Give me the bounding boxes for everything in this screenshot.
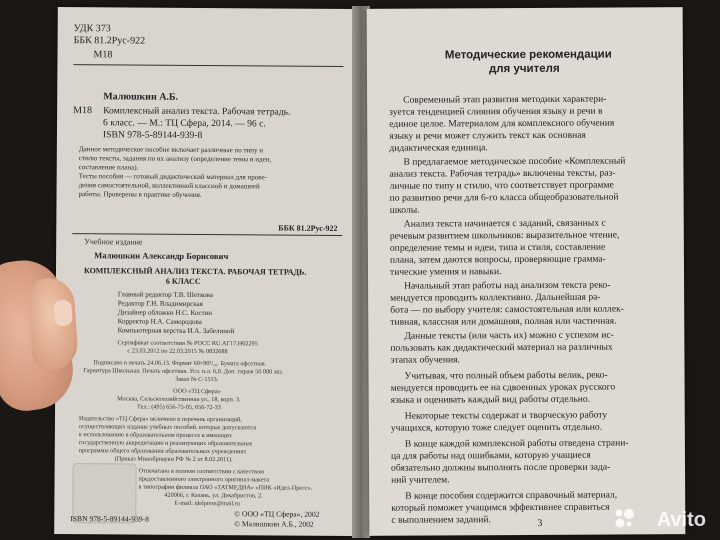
- staff-line: Главный редактор Т.В. Шеткова: [117, 290, 214, 300]
- printer-line: в типографии филиала ОАО «ТАТМЕДИА» «ПИК «Идел-Пресс».: [138, 483, 313, 492]
- printer-line: E-mail: idelpress@mail.ru: [174, 499, 240, 508]
- staff-line: Дизайнер обложки Н.С. Костин: [117, 308, 213, 318]
- annotation-line: составление плана).: [78, 163, 139, 172]
- annotation-line: стилю тексты, задания по их анализу (определение темы и идеи,: [78, 154, 272, 164]
- paragraph: В предлагаемое методическое пособие «Комплексный анализ текста. Рабочая тетрадь» включены тексты, раз- личные по типу и стилю, что соответствует программе по развитию речи для 6-го класса общеобразовательной школы.: [389, 155, 626, 216]
- notice-line: (Приказ Минобрнауки РФ № 2 от 8.02.2011).: [114, 455, 233, 464]
- book-desc-1: Комплексный анализ текста. Рабочая тетрадь.: [103, 105, 291, 118]
- copyright-author: © Малюшкин А.Б., 2002: [234, 519, 314, 529]
- page-number: 3: [537, 517, 543, 529]
- notice-line: осуществляющих издание учебных пособий, которые допускаются: [78, 423, 257, 432]
- print-info-line: Подписано в печать 24.06.13. Формат 60×90¹/₁₆. Бумага офсетная.: [93, 359, 267, 368]
- notice-line: к использованию в образовательном процессе в имеющих: [78, 431, 233, 440]
- edition-type: Учебное издание: [84, 237, 143, 247]
- author-mark-2: М18: [73, 105, 93, 117]
- author-full: Малюшкин Александр Борисович: [94, 250, 229, 262]
- paragraph: Современный этап развития методики характери- зуется тенденцией слияния обучения языку и речи в единое целое. Материалом для комплексного обучения языку и речи может служить текст как основная дидактическая единица.: [389, 93, 615, 154]
- address-line: Тел.: (495) 656-75-05, 656-72-33: [137, 403, 221, 412]
- notice-line: программы общего образования образовательных учреждениях: [78, 447, 247, 456]
- udk-code: УДК 373: [73, 23, 111, 35]
- annotation-line: работы. Проверены в практике обучения.: [78, 190, 202, 199]
- grade: 6 КЛАСС: [165, 276, 201, 286]
- paragraph: Начальный этап работы над анализом текста реко- мендуется проводить коллективно. Дальнейшая ра- бота — по выбору учителя: самостоятельная или коллек- тивная, классная или домашняя, полная или частичная.: [390, 279, 624, 328]
- notice-line: Издательство «ТЦ Сфера» включено в перечень организаций,: [78, 415, 242, 424]
- printer-line: Отпечатано в полном соответствии с качеством: [138, 467, 264, 476]
- copyright-publisher: © ООО «ТЦ Сфера», 2002: [234, 509, 320, 519]
- address-line: Москва, Сельскохозяйственная ул., 18, корп. 3.: [117, 395, 241, 404]
- left-page: [54, 7, 356, 536]
- print-info-line: Заказ № С-1513.: [175, 375, 219, 384]
- section-subtitle: для учителя: [488, 62, 560, 76]
- cert-line: с 23.03.2012 по 22.03.2015 № 0832688: [127, 347, 228, 356]
- divider: [73, 64, 343, 67]
- paragraph: В конце пособия содержится справочный материал, который поможет учащимся эффективнее справиться с выполнением заданий.: [391, 489, 618, 526]
- annotation-line: дения самостоятельной, коллективной классной и домашней: [78, 181, 260, 191]
- paragraph: Некоторые тексты содержат и творческую работу учащихся, которую тоже следует оценить отдельно.: [390, 409, 608, 434]
- staff-line: Редактор Г.Н. Владимирская: [117, 299, 203, 308]
- paragraph: Учитывая, что полный объем работы велик, реко- мендуется проводить ее на сдвоенных уроках русского языка и оценивать каждый вид работы отдельно.: [390, 369, 616, 406]
- avito-logo-icon: [612, 506, 636, 530]
- staff-line: Компьютерная верстка И.А. Забелиной: [117, 326, 235, 336]
- address-line: ООО «ТЦ Сфера»: [173, 387, 221, 396]
- notice-line: государственную аккредитацию и реализующих образовательные: [78, 439, 253, 448]
- author-mark: М18: [93, 49, 113, 61]
- isbn-top: ISBN 978-5-89144-939-8: [102, 129, 203, 141]
- print-info-line: Гарнитура Школьная. Печать офсетная. Усл. п.л. 6,0. Доп. тираж 50 000 экз.: [83, 367, 284, 376]
- isbn-bottom: ISBN 978-5-89144-939-8: [70, 514, 149, 524]
- printer-line: предоставленного электронного оригинал-макета: [138, 475, 270, 484]
- book-desc-2: 6 класс. — М.: ТЦ Сфера, 2014. — 96 с.: [102, 117, 266, 130]
- bbk-right: ББК 81.2Рус-922: [278, 223, 338, 233]
- bbk-code: ББК 81.2Рус-922: [73, 35, 146, 47]
- staff-line: Корректор Н.А. Самородова: [117, 317, 202, 326]
- annotation-line: Тесты пособия — готовый дидактический материал для прове-: [78, 172, 267, 182]
- thumbnail-nail: [53, 299, 73, 326]
- paragraph: Данные тексты (или часть их) можно с успехом ис- пользовать как дидактический материал на различных этапах обучения.: [390, 329, 614, 366]
- avito-watermark: Avito: [656, 509, 706, 531]
- cert-line: Сертификат соответствия № РОСС RU.АГ17.Н02295: [117, 339, 258, 348]
- paragraph: Анализ текста начинается с заданий, связанных с речевым развитием школьников: выразительное чтение, определение темы и идеи, типа и стиля, составление плана, затем даются вопросы, проверяющие грамма- тические умения и навыки.: [389, 217, 620, 278]
- section-title: Методические рекомендации: [444, 48, 612, 62]
- author-heading: Малюшкин А.Б.: [103, 91, 179, 103]
- printer-line: 420066, г. Казань, ул. Декабристов, 2.: [164, 491, 263, 500]
- right-page: [367, 7, 686, 536]
- annotation-line: Данное методическое пособие включает различные по типу и: [78, 145, 264, 155]
- title-caps: КОМПЛЕКСНЫЙ АНАЛИЗ ТЕКСТА. РАБОЧАЯ ТЕТРАДЬ.: [83, 266, 307, 277]
- paragraph: В конце каждой комплексной работы отведена страни- ца для работы над ошибками, которую учащиеся обязательно должны выполнять после проверки зада- ний учителем.: [390, 437, 629, 486]
